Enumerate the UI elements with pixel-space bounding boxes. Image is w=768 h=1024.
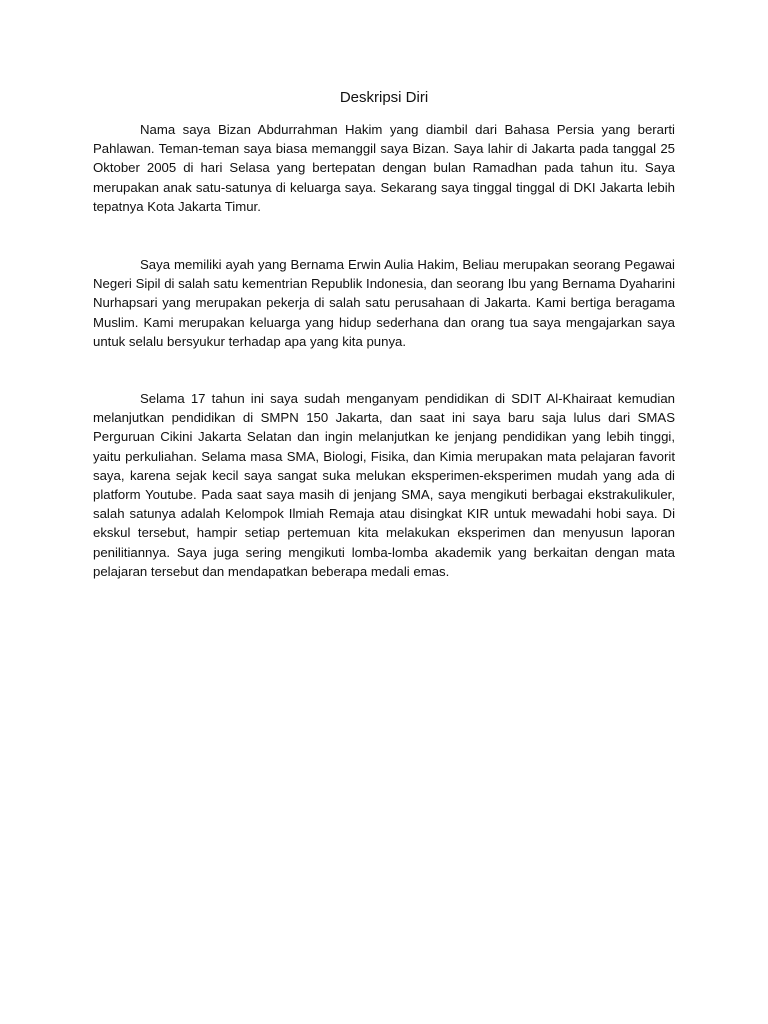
paragraph-2: Saya memiliki ayah yang Bernama Erwin Aulia Hakim, Beliau merupakan seorang Pegawai Negeri Sipil di salah satu kementrian Republik Indonesia, dan seorang Ibu yang Bernama Dyaharini Nurhapsari yang merupakan pekerja di salah satu perusahaan di Jakarta. Kami bertiga beragama Muslim. Kami merupakan keluarga yang hidup sederhana dan orang tua saya mengajarkan saya untuk selalu bersyukur terhadap apa yang kita punya. [93, 257, 675, 349]
document-title: Deskripsi Diri [339, 89, 429, 106]
paragraph-1: Nama saya Bizan Abdurrahman Hakim yang diambil dari Bahasa Persia yang berarti Pahlawan. Teman-teman saya biasa memanggil saya Bizan. Saya lahir di Jakarta pada tanggal 25 Oktober 2005 di hari Selasa yang bertepatan dengan bulan Ramadhan pada tahun itu. Saya merupakan anak satu-satunya di keluarga saya. Sekarang saya tinggal tinggal di DKI Jakarta lebih tepatnya Kota Jakarta Timur. [93, 122, 675, 214]
paragraph-3: Selama 17 tahun ini saya sudah menganyam pendidikan di SDIT Al-Khairaat kemudian melanjutkan pendidikan di SMPN 150 Jakarta, dan saat ini saya baru saja lulus dari SMAS Perguruan Cikini Jakarta Selatan dan ingin melanjutkan ke jenjang pendidikan yang lebih tinggi, yaitu perkuliahan. Selama masa SMA, Biologi, Fisika, dan Kimia merupakan mata pelajaran favorit saya, karena sejak kecil saya sangat suka melukan eksperimen-eksperimen mudah yang ada di platform Youtube. Pada saat saya masih di jenjang SMA, saya mengikuti berbagai ekstrakulikuler, salah satunya adalah Kelompok Ilmiah Remaja atau disingkat KIR untuk mewadahi hobi saya. Di ekskul tersebut, hampir setiap pertemuan kita melakukan eksperimen dan menyusun laporan penilitiannya. Saya juga sering mengikuti lomba-lomba akademik yang berkaitan dengan mata pelajaran tersebut dan mendapatkan beberapa medali emas. [93, 391, 675, 579]
